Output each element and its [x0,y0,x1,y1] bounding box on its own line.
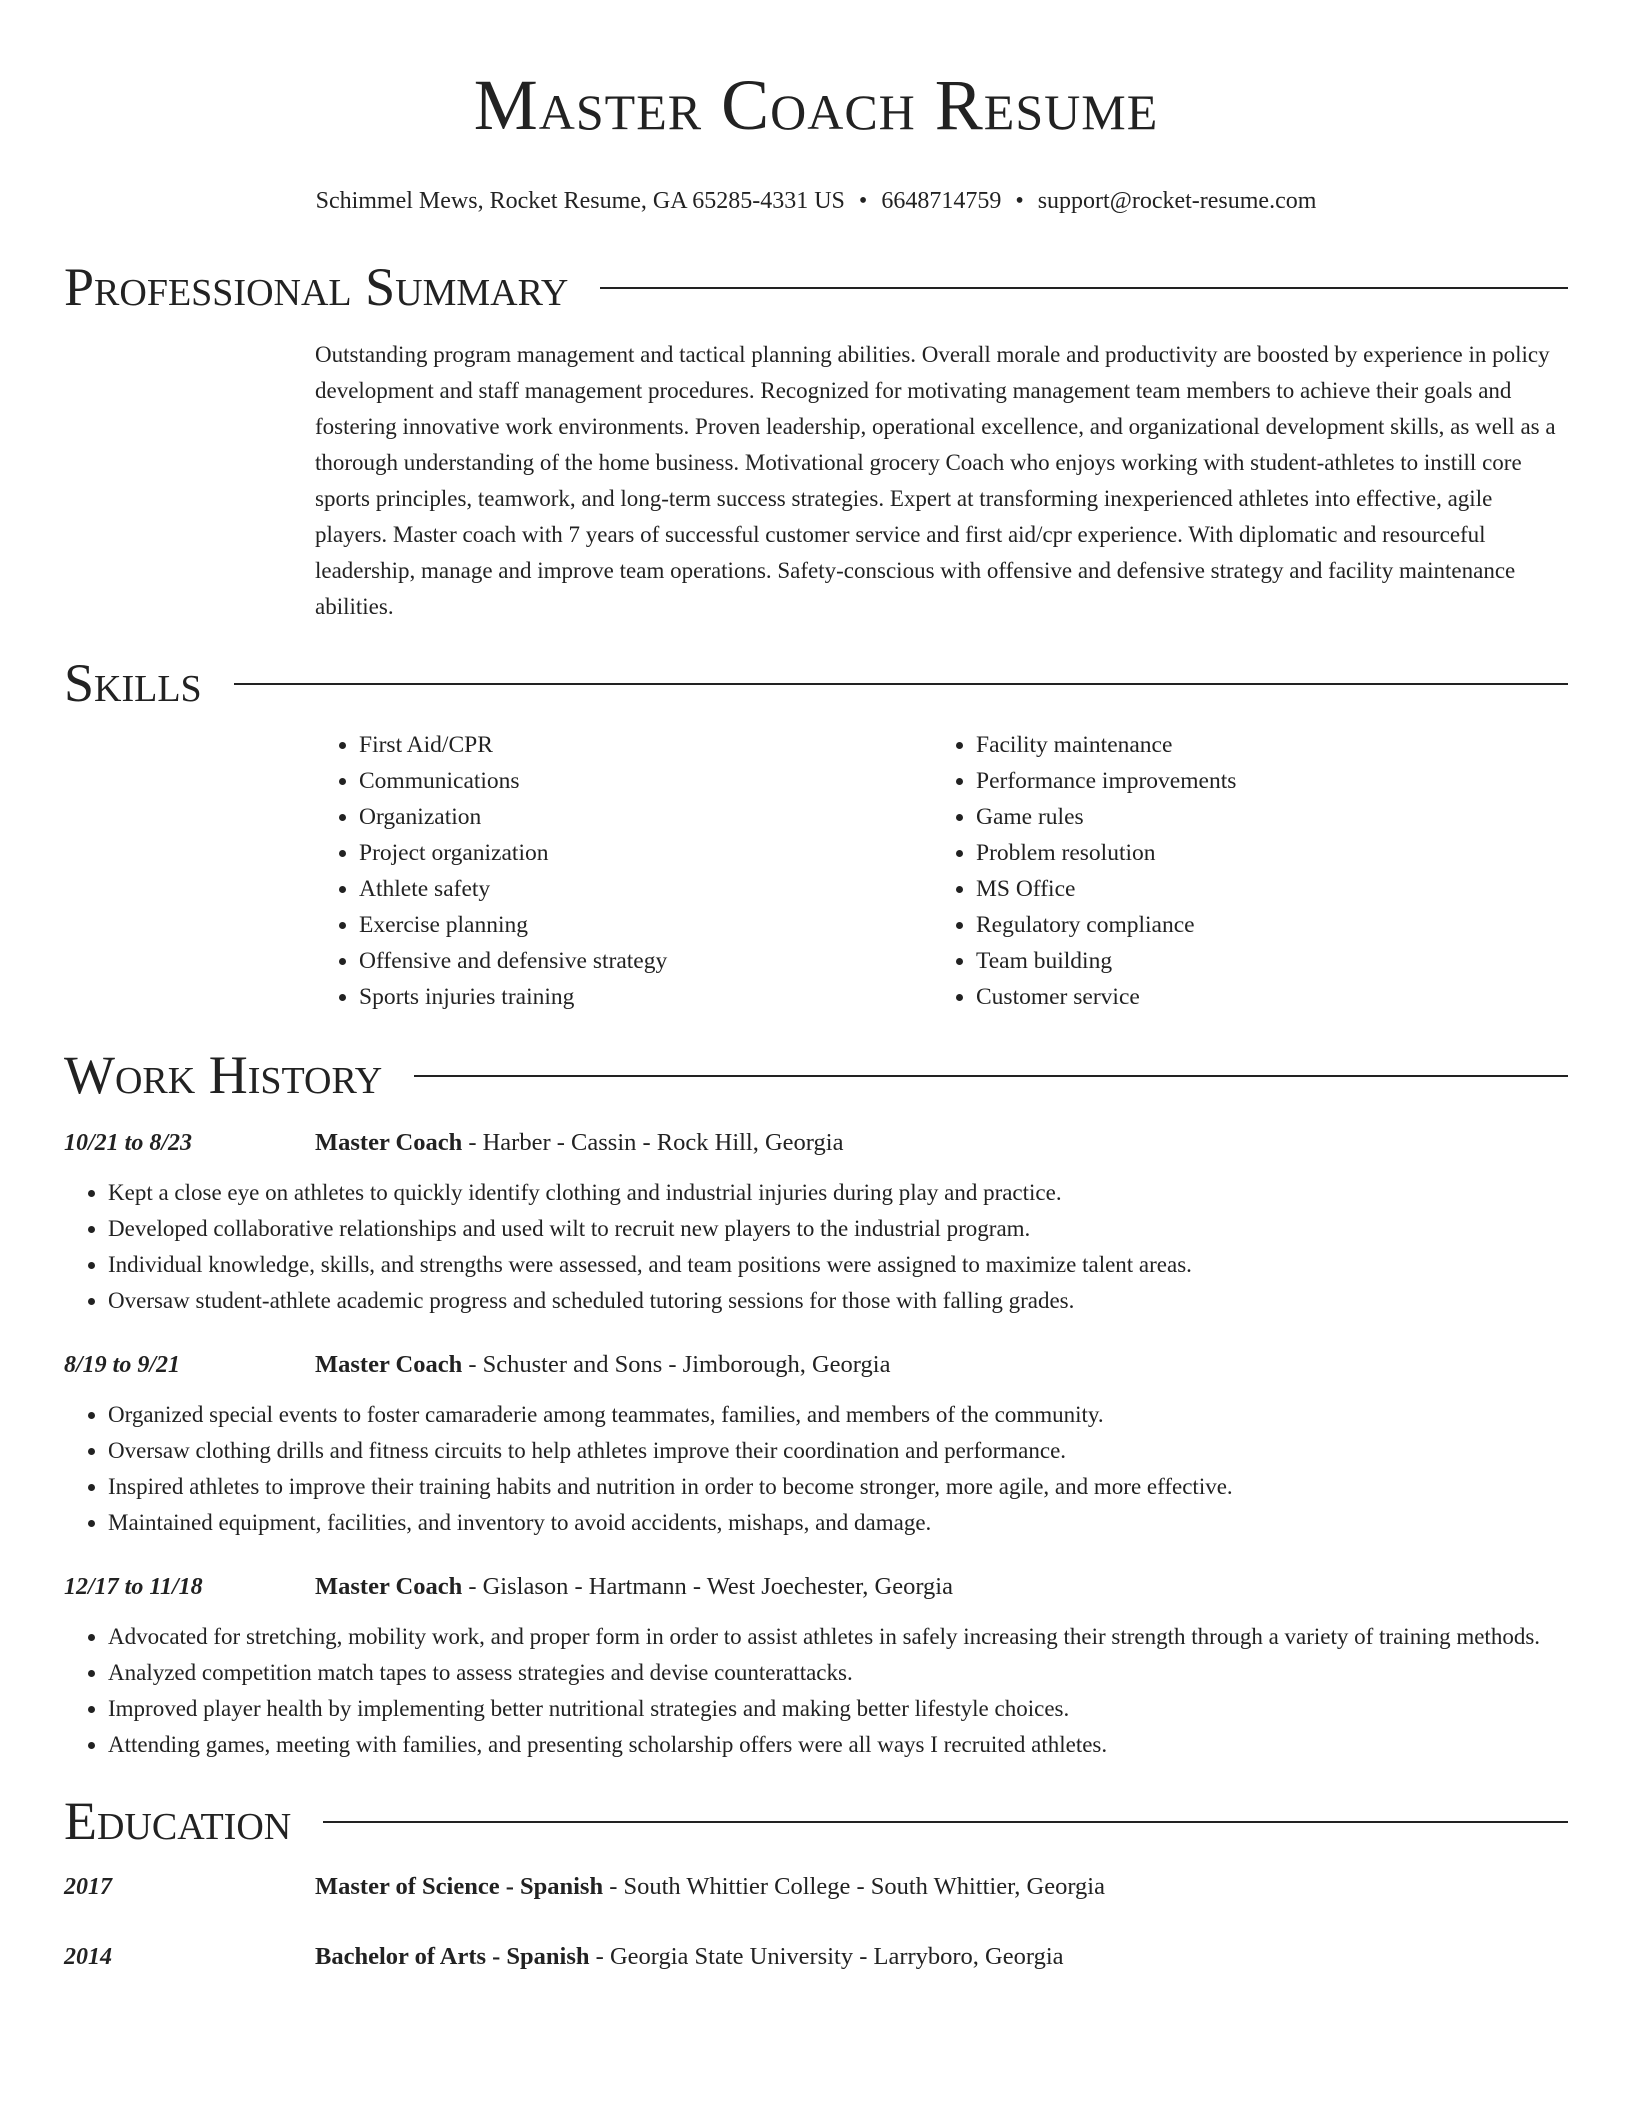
education-school: - South Whittier College - South Whittier, Georgia [603,1873,1105,1900]
skill-item: • Offensive and defensive strategy [359,943,932,979]
skill-item: • Athlete safety [359,871,932,907]
section-rule [600,287,1568,289]
job-dates: 8/19 to 9/21 [64,1352,181,1378]
summary-section-header [64,257,1568,317]
skills-column-right [932,727,1549,1015]
education-year: 2017 [64,1874,112,1900]
job-bullets [64,1619,1568,1763]
skill-item: • Communications [359,763,932,799]
job-bullet: • Improved player health by implementing better nutritional strategies and making better lifestyle choices. [108,1691,1568,1727]
resume-title: Master Coach Resume [473,65,1159,145]
summary-heading: Professional Summary [64,257,569,317]
job-bullet: • Kept a close eye on athletes to quickly identify clothing and industrial injuries during play and practice. [108,1175,1568,1211]
work-heading: Work History [64,1045,383,1105]
contact-separator: • [1015,188,1024,214]
job-bullet: • Advocated for stretching, mobility work, and proper form in order to assist athletes in safely increasing their strength through a variety of training methods. [108,1619,1568,1655]
job-title-line [315,1129,843,1157]
section-rule [234,683,1568,685]
job-title: Master Coach [315,1351,463,1378]
job-title-line [315,1351,890,1379]
job-employer: - Harber - Cassin - Rock Hill, Georgia [462,1129,844,1156]
job-bullet: • Developed collaborative relationships and used wilt to recruit new players to the industrial program. [108,1211,1568,1247]
job-title: Master Coach [315,1573,463,1600]
education-heading: Education [64,1791,292,1851]
skill-item: • Regulatory compliance [976,907,1549,943]
skill-item: • Project organization [359,835,932,871]
skill-item: • Sports injuries training [359,979,932,1015]
job-dates: 10/21 to 8/23 [64,1130,193,1156]
job-employer: - Gislason - Hartmann - West Joechester, Georgia [462,1573,953,1600]
skill-item: • First Aid/CPR [359,727,932,763]
education-section-header [64,1791,1568,1851]
skill-item: • MS Office [976,871,1549,907]
work-section-header [64,1045,1568,1105]
contact-separator: • [858,188,868,214]
section-rule [414,1075,1568,1077]
skill-item: • Facility maintenance [976,727,1549,763]
contact-address: Schimmel Mews, Rocket Resume, GA 65285-4331 US [315,188,845,214]
job-header [64,1129,1568,1157]
skill-item: • Game rules [976,799,1549,835]
job-bullets [64,1397,1568,1541]
job-bullet: • Attending games, meeting with families, and presenting scholarship offers were all ways I recruited athletes. [108,1727,1568,1763]
contact-phone: 6648714759 [881,188,1002,214]
resume-page [64,0,1568,1971]
job-bullet: • Oversaw student-athlete academic progress and scheduled tutoring sessions for those with falling grades. [108,1283,1568,1319]
education-school: - Georgia State University - Larryboro, Georgia [589,1943,1064,1970]
skills-column-left [315,727,932,1015]
job-bullet: • Maintained equipment, facilities, and inventory to avoid accidents, mishaps, and damage. [108,1505,1568,1541]
summary-text: Outstanding program management and tactical planning abilities. Overall morale and productivity are boosted by experience in policy development and staff management procedures. Recognized for motivating management team members to achieve their goals and fostering innovative work environments. Proven leadership, operational excellence, and organizational development skills, as well as a thorough understanding of the home business. Motivational grocery Coach who enjoys working with student-athletes to instill core sports principles, teamwork, and long-term success strategies. Expert at transforming inexperienced athletes into effective, agile players. Master coach with 7 years of successful customer service and first aid/cpr experience. With diplomatic and resourceful leadership, manage and improve team operations. Safety-conscious with offensive and defensive strategy and facility maintenance abilities. [315,342,1556,619]
section-rule [323,1821,1568,1823]
skill-item: • Customer service [976,979,1549,1015]
job-bullet: • Inspired athletes to improve their training habits and nutrition in order to become stronger, more agile, and more effective. [108,1469,1568,1505]
education-degree: Master of Science - Spanish [315,1873,604,1900]
job-employer: - Schuster and Sons - Jimborough, Georgia [462,1351,891,1378]
job-bullet: • Oversaw clothing drills and fitness circuits to help athletes improve their coordination and performance. [108,1433,1568,1469]
contact-line [64,186,1568,216]
job-header [64,1573,1568,1601]
job-header [64,1351,1568,1379]
job-bullet: • Organized special events to foster camaraderie among teammates, families, and members of the community. [108,1397,1568,1433]
education-line [315,1943,1064,1971]
skills-heading: Skills [64,653,202,713]
job-entry [64,1129,1568,1319]
skill-item: • Problem resolution [976,835,1549,871]
job-title-line [315,1573,953,1601]
contact-email: support@rocket-resume.com [1037,188,1317,214]
job-entry [64,1573,1568,1763]
skill-item: • Exercise planning [359,907,932,943]
skills-list [315,727,1568,1015]
education-degree: Bachelor of Arts - Spanish [315,1943,590,1970]
job-bullet: • Analyzed competition match tapes to assess strategies and devise counterattacks. [108,1655,1568,1691]
job-bullet: • Individual knowledge, skills, and strengths were assessed, and team positions were assigned to maximize talent areas. [108,1247,1568,1283]
skill-item: • Team building [976,943,1549,979]
job-bullets [64,1175,1568,1319]
education-year: 2014 [64,1944,112,1970]
education-entry [64,1873,1568,1901]
skills-section-header [64,653,1568,713]
skill-item: • Organization [359,799,932,835]
education-entry [64,1943,1568,1971]
education-line [315,1873,1105,1901]
job-entry [64,1351,1568,1541]
job-title: Master Coach [315,1129,463,1156]
job-dates: 12/17 to 11/18 [64,1574,203,1600]
skill-item: • Performance improvements [976,763,1549,799]
